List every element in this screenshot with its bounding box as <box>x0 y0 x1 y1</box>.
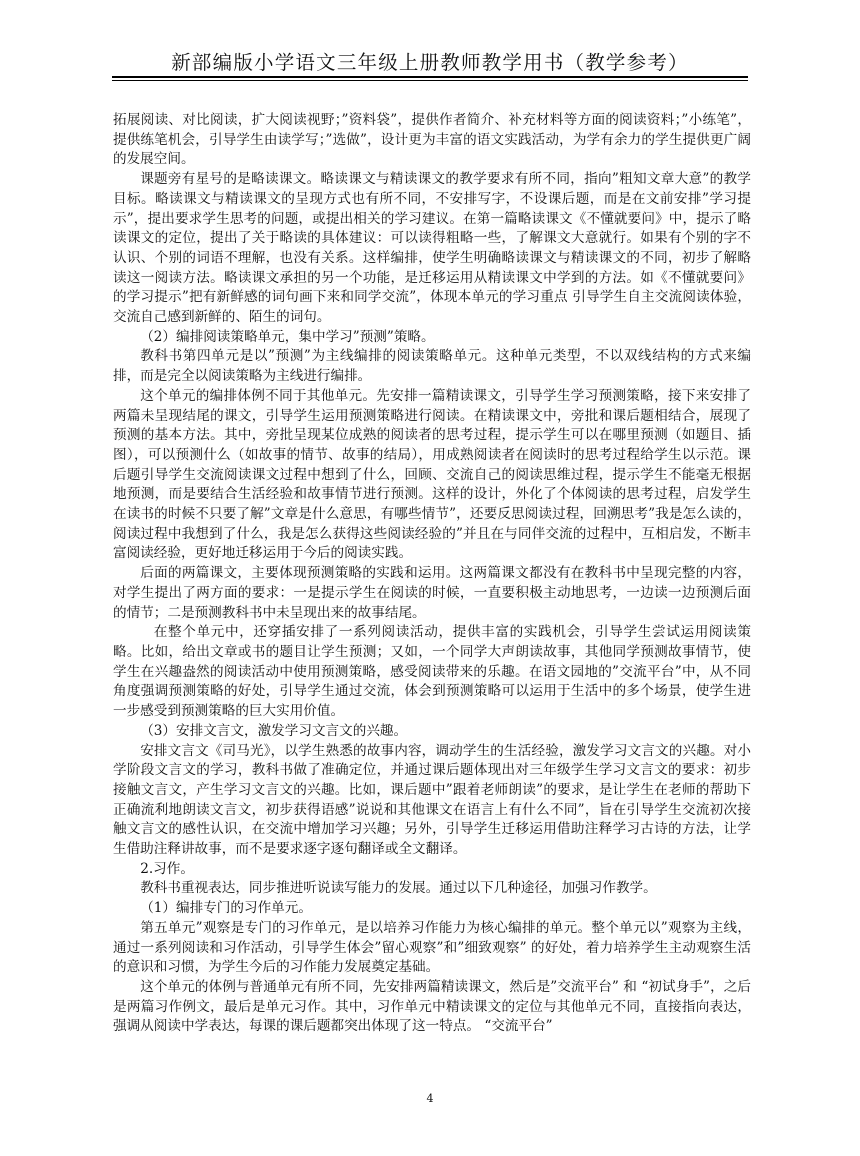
paragraph: （2）编排阅读策略单元，集中学习”预测”策略。 <box>140 328 435 345</box>
paragraph: 2.习作。 <box>140 860 194 877</box>
page-number: 4 <box>426 1092 434 1105</box>
paragraph: 教科书第四单元是以”预测”为主线编排的阅读策略单元。这种单元类型，不以双线结构的方式来编排，而是完全以阅读策略为主线进行编排。 <box>113 348 751 385</box>
paragraph: 在整个单元中，还穿插安排了一系列阅读活动，提供丰富的实践机会，引导学生尝试运用阅读策略。比如，给出文章或书的题目让学生预测；又如，一个同学大声朗读故事，其他同学预测故事情节，使学生在兴趣盎然的阅读活动中使用预测策略，感受阅读带来的乐趣。在语文园地的”交流平台”中，从不同角度强调预测策略的好处，引导学生通过交流，体会到预测策略可以运用于生活中的多个场景，使学生进一步感受到预测策略的巨大实用价值。 <box>113 624 751 720</box>
paragraph: 安排文言文《司马光》，以学生熟悉的故事内容，调动学生的生活经验，激发学习文言文的兴趣。对小学阶段文言文的学习，教科书做了准确定位，并通过课后题体现出对三年级学生学习文言文的要求：初步接触文言文，产生学习文言文的兴趣。比如，课后题中”跟着老师朗读”的要求，是让学生在老师的帮助下正确流利地朗读文言文，初步获得语感”说说和其他课文在语言上有什么不同”，旨在引导学生交流初次接触文言文的感性认识，在交流中增加学习兴趣；另外，引导学生迁移运用借助注释学习古诗的方法，让学生借助注释讲故事，而不是要求逐字逐句翻译或全文翻译。 <box>113 742 751 858</box>
document-body <box>113 111 751 1037</box>
paragraph: （1）编排专门的习作单元。 <box>140 900 312 917</box>
header-rule-thin <box>112 80 748 81</box>
paragraph: 课题旁有星号的是略读课文。略读课文与精读课文的教学要求有所不同，指向”粗知文章大意”的教学目标。略读课文与精读课文的呈现方式也有所不同，不安排写字，不设课后题，而是在文前安排”学习提示”，提出要求学生思考的问题，或提出相关的学习建议。在第一篇略读课文《不懂就要问》中，提示了略读课文的定位，提出了关于略读的具体建议：可以读得粗略一些，了解课文大意就行。如果有个别的字不认识、个别的词语不理解，也没有关系。这样编排，使学生明确略读课文与精读课文的不同，初步了解略读这一阅读方法。略读课文承担的另一个功能，是迁移运用从精读课文中学到的方法。如《不懂就要问》的学习提示”把有新鲜感的词句画下来和同学交流”，体现本单元的学习重点 引导学生自主交流阅读体验，交流自己感到新鲜的、陌生的词句。 <box>113 171 751 326</box>
paragraph: 拓展阅读、对比阅读，扩大阅读视野；”资料袋”，提供作者简介、补充材料等方面的阅读资料；”小练笔”，提供练笔机会，引导学生由读学写；”选做”，设计更为丰富的语文实践活动，为学有余力的学生提供更广阔的发展空间。 <box>113 112 751 168</box>
paragraph: 第五单元”观察是专门的习作单元，是以培养习作能力为核心编排的单元。整个单元以”观察为主线，通过一系列阅读和习作活动，引导学生体会”留心观察”和”细致观察” 的好处，着力培养学生主动观察生活的意识和习惯，为学生今后的习作能力发展奠定基础。 <box>113 919 751 976</box>
paragraph: 教科书重视表达，同步推进听说读写能力的发展。通过以下几种途径，加强习作教学。 <box>140 880 657 897</box>
header-rule <box>112 76 748 78</box>
header-title: 新部编版小学语文三年级上册教师教学用书（教学参考） <box>171 51 689 74</box>
page-header <box>112 50 748 76</box>
paragraph: 这个单元的体例与普通单元有所不同，先安排两篇精读课文，然后是”交流平台” 和 “初试身手”，之后是两篇习作例文，最后是单元习作。其中，习作单元中精读课文的定位与其他单元不同，直接指向表达，强调从阅读中学表达，每课的课后题都突出体现了这一特点。 “交流平台” <box>113 978 751 1035</box>
paragraph: 这个单元的编排体例不同于其他单元。先安排一篇精读课文，引导学生学习预测策略，接下来安排了两篇未呈现结尾的课文，引导学生运用预测策略进行阅读。在精读课文中，旁批和课后题相结合，展现了预测的基本方法。其中，旁批呈现某位成熟的阅读者的思考过程，提示学生可以在哪里预测（如题目、插图），可以预测什么（如故事的情节、故事的结局），用成熟阅读者在阅读时的思考过程给学生以示范。课后题引导学生交流阅读课文过程中想到了什么，回顾、交流自己的阅读思维过程，提示学生不能毫无根据地预测，而是要结合生活经验和故事情节进行预测。这样的设计，外化了个体阅读的思考过程，启发学生在读书的时候不只要了解”文章是什么意思，有哪些情节”，还要反思阅读过程，回溯思考”我是怎么读的，阅读过程中我想到了什么，我是怎么获得这些阅读经验的”并且在与同伴交流的过程中，互相启发，不断丰富阅读经验，更好地迁移运用于今后的阅读实践。 <box>113 387 751 562</box>
paragraph: 后面的两篇课文，主要体现预测策略的实践和运用。这两篇课文都没有在教科书中呈现完整的内容，对学生提出了两方面的要求：一是提示学生在阅读的时候，一直要积极主动地思考，一边读一边预测后面的情节；二是预测教科书中未呈现出来的故事结尾。 <box>113 565 751 621</box>
paragraph: （3）安排文言文，激发学习文言文的兴趣。 <box>140 722 408 739</box>
